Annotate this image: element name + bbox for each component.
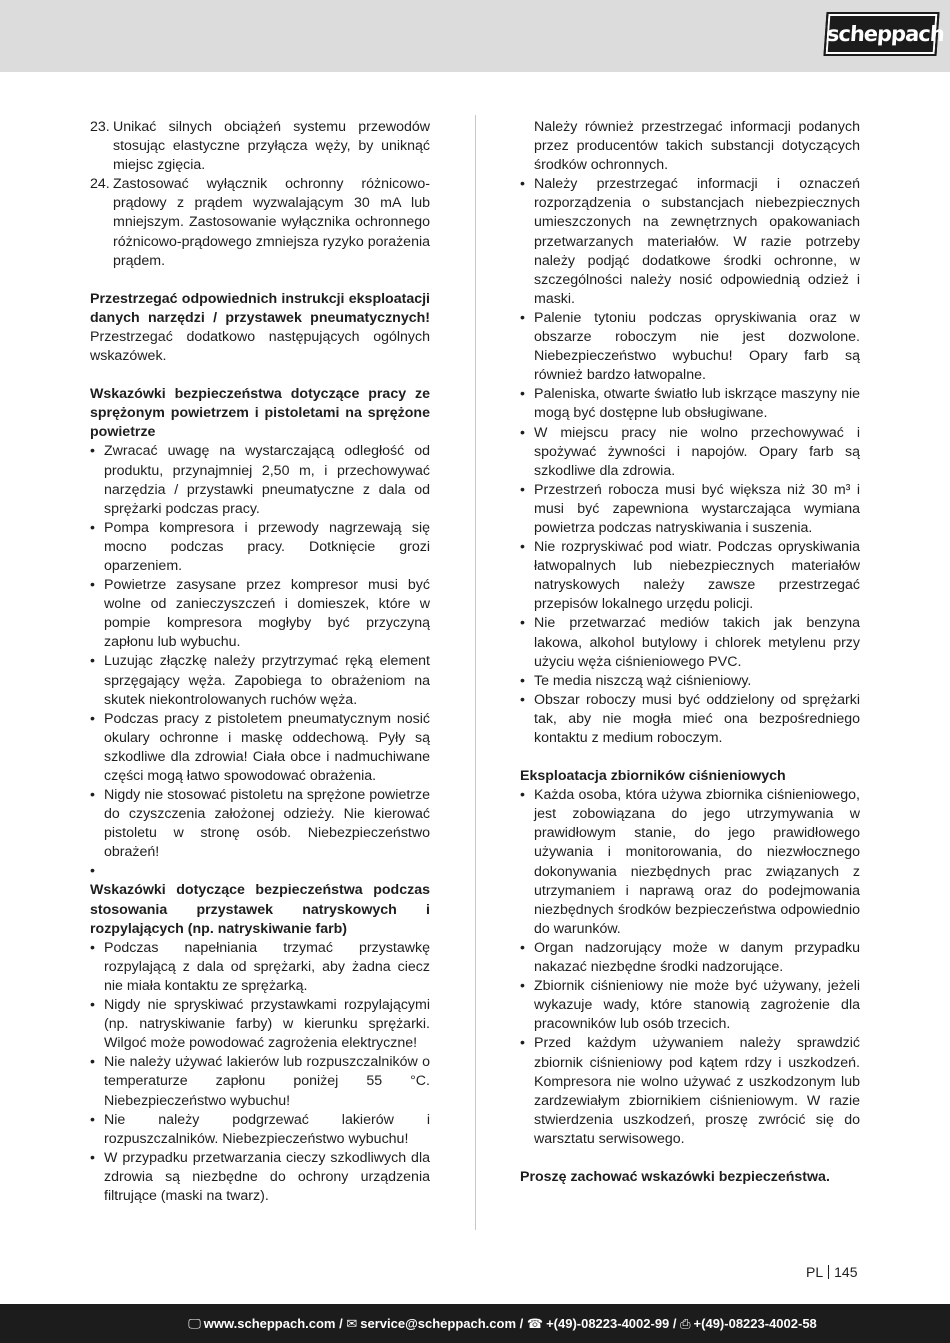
list-item: • Pompa kompresora i przewody nagrzewają się mocno podczas pracy. Dotknięcie grozi oparzeniem. xyxy=(90,519,430,574)
list-item: • Nie należy podgrzewać lakierów i rozpuszczalników. Niebezpieczeństwo wybuchu! xyxy=(90,1111,430,1147)
intro-paragraph: Należy również przestrzegać informacji podanych przez producentów takich substancji dotyczących środków ochronnych. xyxy=(534,119,860,174)
list-item: • Palenie tytoniu podczas opryskiwania oraz w obszarze roboczym nie jest dozwolone. Niebezpieczeństwo wybuchu! Opary farb są również bardzo łatwopalne. xyxy=(520,309,860,384)
closing-note: Proszę zachować wskazówki bezpieczeństwa. xyxy=(520,1168,830,1185)
item-number: 24. xyxy=(90,176,110,193)
tanks-heading: Eksploatacja zbiorników ciśnieniowych xyxy=(520,768,786,785)
pneumatic-bold: Przestrzegać odpowiednich instrukcji eksploatacji danych narzędzi / przystawek pneumatycznych! xyxy=(90,290,430,326)
list-item: • Podczas napełniania trzymać przystawkę rozpylającą z dala od sprężarki, aby żadna ciecz nie miała kontaktu ze sprężarką. xyxy=(90,939,430,994)
phone-icon: ☎ xyxy=(526,1316,544,1331)
pneumatic-paragraph xyxy=(90,290,430,366)
footer-bar: 🖵 www.scheppach.com / ✉ service@scheppach.com / ☎ +(49)-08223-4002-99 / ⎙ +(49)-08223-4002-58 xyxy=(0,1304,950,1343)
email-link[interactable]: service@scheppach.com xyxy=(360,1316,517,1331)
list-item: • Nie przetwarzać mediów takich jak benzyna lakowa, alkohol butylowy i chlorek metylenu przy użyciu węża ciśnieniowego PVC. xyxy=(520,615,860,670)
list-item: • Nie należy używać lakierów lub rozpuszczalników o temperaturze zapłonu poniżej 55 °C. Niebezpieczeństwo wybuchu! xyxy=(90,1054,430,1109)
website-link[interactable]: www.scheppach.com xyxy=(203,1316,336,1331)
header-bar xyxy=(0,0,950,72)
list-item: • Przed każdym używaniem należy sprawdzić zbiornik ciśnieniowy pod kątem rdzy i uszkodzeń. Kompresora nie wolno używać z uszkodzonym lub zardzewiałym zbiornikiem ciśnieniowym. W razie stwierdzenia uszkodzeń, proszę zwrócić się do warsztatu serwisowego. xyxy=(520,1035,860,1147)
pneumatic-rest: Przestrzegać dodatkowo następujących ogólnych wskazówek. xyxy=(90,328,430,365)
list-item: • Nigdy nie stosować pistoletu na sprężone powietrze do czyszczenia założonej odzieży. Nie kierować pistoletu w stronę osób. Niebezpieczeństwo obrażeń! xyxy=(90,787,430,861)
tanks-list xyxy=(520,786,860,1149)
item-text: Unikać silnych obciążeń systemu przewodów stosując elastyczne przyłącza węży, by uniknąć miejsc zgięcia. xyxy=(113,119,430,174)
list-item: • Każda osoba, która używa zbiornika ciśnieniowego, jest zobowiązana do jego utrzymywania w prawidłowym stanie, do jego prawidłowego używania i monitorowania, do niezwłocznego dokonywania niezbędnych prac związanych z utrzymaniem i naprawą oraz do podejmowania niezbędnych środków bezpieczeństwa odpowiednio do warunków. xyxy=(520,787,860,937)
list-item: • Przestrzeń robocza musi być większa niż 30 m³ i musi być zapewniona wystarczająca wymiana powietrza podczas natryskiwania i suszenia. xyxy=(520,481,860,536)
language-code: PL xyxy=(806,1264,824,1280)
list-item: • Paleniska, otwarte światło lub iskrzące maszyny nie mogą być dostępne lub obsługiwane. xyxy=(520,386,860,422)
left-column xyxy=(90,118,430,1206)
list-item: • Nie rozpryskiwać pod wiatr. Podczas opryskiwania łatwopalnych lub niebezpiecznych materiałów natryskowych należy zawsze przestrzegać przepisów lokalnego urzędu policji. xyxy=(520,539,860,613)
numbered-item xyxy=(90,118,430,175)
list-item: • W przypadku przetwarzania cieczy szkodliwych dla zdrowia są niezbędne do ochrony urządzenia filtrujące (maski na twarz). xyxy=(90,1149,430,1204)
fax-icon: ⎙ xyxy=(680,1316,691,1331)
empty-list-item: • xyxy=(90,863,95,880)
list-item: • Luzując złączkę należy przytrzymać ręką element sprzęgający węża. Zapobiega to obrażeniom na skutek niekontrolowanych ruchów węża. xyxy=(90,653,430,708)
right-column xyxy=(520,118,860,1187)
phone-number: +(49)-08223-4002-99 xyxy=(546,1316,670,1331)
air-heading: Wskazówki bezpieczeństwa dotyczące pracy ze sprężonym powietrzem i pistoletami na sprężone powietrze xyxy=(90,386,430,441)
list-item: • Nigdy nie spryskiwać przystawkami rozpylającymi (np. natryskiwanie farby) w kierunku sprężarki. Wilgoć może powodować zagrożenia elektryczne! xyxy=(90,997,430,1052)
list-item: • Zbiornik ciśnieniowy nie może być używany, jeżeli wykazuje wady, które stanowią zagrożenie dla pracowników lub osób trzecich. xyxy=(520,978,860,1033)
page-number-value: 145 xyxy=(834,1264,858,1280)
spray-list-continued xyxy=(520,175,860,748)
list-item: • Podczas pracy z pistoletem pneumatycznym nosić okulary ochronne i maskę oddechową. Pyły są szkodliwe dla zdrowia! Ciała obce i nadmuchiwane części mogą łatwo spowodować obrażenia. xyxy=(90,710,430,784)
item-text: Zastosować wyłącznik ochronny różnicowo-prądowy z prądem wyzwalającym 30 mA lub mniejszym. Zastosowanie wyłącznika ochronnego różnicowo-prądowego zmniejsza ryzyko porażenia prądem. xyxy=(113,176,431,269)
spray-list xyxy=(90,939,430,1206)
item-number: 23. xyxy=(90,119,110,135)
list-item: • Zwracać uwagę na wystarczającą odległość od produktu, przynajmniej 2,50 m, i przechowywać narzędzia / przystawki pneumatyczne z dala od sprężarki podczas pracy. xyxy=(90,443,430,517)
fax-number: +(49)-08223-4002-58 xyxy=(693,1316,817,1331)
numbered-item xyxy=(90,175,430,270)
column-divider xyxy=(475,115,476,1230)
computer-icon: 🖵 xyxy=(188,1316,201,1331)
air-list xyxy=(90,442,430,881)
list-item: • Te media niszczą wąż ciśnieniowy. xyxy=(520,672,752,689)
list-item: • Należy przestrzegać informacji i oznaczeń rozporządzenia o substancjach niebezpiecznych umieszczonych na zewnętrznych opakowaniach przetwarzanych materiałów. W razie potrzeby należy podjąć dodatkowe środki ochronne, w szczególności należy nosić odpowiednią odzież i maski. xyxy=(520,176,860,307)
spray-heading: Wskazówki dotyczące bezpieczeństwa podczas stosowania przystawek natryskowych i rozpylających (np. natryskiwanie farb) xyxy=(90,882,430,937)
mail-icon: ✉ xyxy=(346,1316,358,1331)
list-item: • Obszar roboczy musi być oddzielony od sprężarki tak, aby nie mogła mieć ona bezpośredniego kontaktu z medium roboczym. xyxy=(520,691,860,746)
list-item: • Organ nadzorujący może w danym przypadku nakazać niezbędne środki nadzorujące. xyxy=(520,939,860,976)
list-item: • W miejscu pracy nie wolno przechowywać i spożywać żywności i napojów. Opary farb są szkodliwe dla zdrowia. xyxy=(520,424,860,479)
brand-logo: scheppach xyxy=(823,12,939,56)
list-item: • Powietrze zasysane przez kompresor musi być wolne od zanieczyszczeń i domieszek, które w pompie kompresora mogłyby być przyczyną zapłonu lub wybuchu. xyxy=(90,577,430,651)
page-number xyxy=(806,1264,857,1280)
